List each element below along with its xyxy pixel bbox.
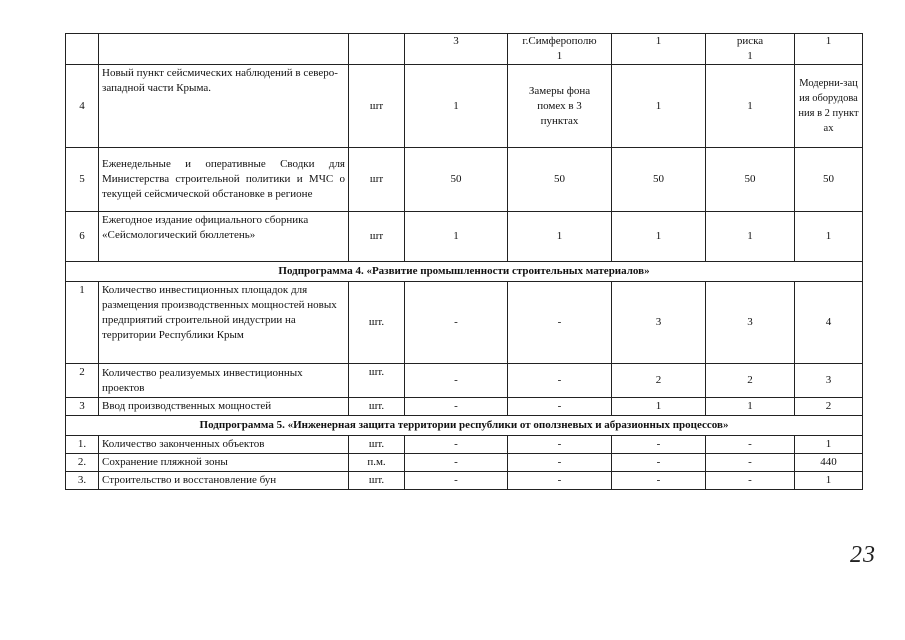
table-row: [66, 436, 863, 454]
value-cell: [508, 34, 612, 65]
unit-cell: шт.: [349, 436, 405, 454]
value-cell: 1: [405, 65, 508, 148]
value-cell: 1: [612, 34, 706, 65]
value-cell: 2: [706, 364, 795, 398]
value-cell: 1: [795, 472, 863, 490]
row-number: 5: [66, 148, 99, 212]
indicator-name: Новый пункт сейсмических наблюдений в северо-западной части Крыма.: [99, 65, 349, 148]
value-cell: -: [612, 472, 706, 490]
value-cell: 1: [612, 65, 706, 148]
value-cell: -: [508, 282, 612, 364]
value-cell: 3: [706, 282, 795, 364]
indicators-table: [65, 33, 863, 490]
value-cell: 50: [795, 148, 863, 212]
value-cell: [706, 34, 795, 65]
subprogram-header-row: [66, 416, 863, 436]
value-cell: -: [612, 454, 706, 472]
table-row: [66, 65, 863, 148]
value-cell: 50: [612, 148, 706, 212]
unit-cell: шт: [349, 212, 405, 262]
table-row: [66, 34, 863, 65]
row-number: 3.: [66, 472, 99, 490]
indicator-name: Еженедельные и оперативные Сводки для Министерства строительной политики и МЧС о текущей сейсмической обстановке в регионе: [99, 148, 349, 212]
value-cell: Замеры фона помех в 3 пунктах: [508, 65, 612, 148]
unit-cell: шт.: [349, 398, 405, 416]
value-cell: 440: [795, 454, 863, 472]
row-number: 3: [66, 398, 99, 416]
value-cell: -: [508, 398, 612, 416]
value-line: 1: [556, 50, 563, 62]
row-number: 2: [66, 364, 99, 398]
value-cell: -: [405, 364, 508, 398]
value-cell: -: [706, 454, 795, 472]
value-cell: 1: [612, 212, 706, 262]
unit-cell: [349, 34, 405, 65]
value-line: риска: [736, 35, 764, 47]
value-cell: 2: [795, 398, 863, 416]
value-cell: -: [405, 398, 508, 416]
indicator-name: Количество законченных объектов: [99, 436, 349, 454]
value-cell: -: [706, 472, 795, 490]
value-cell: -: [508, 472, 612, 490]
value-cell: -: [508, 436, 612, 454]
unit-cell: шт.: [349, 472, 405, 490]
value-cell: 1: [706, 398, 795, 416]
value-cell: 50: [706, 148, 795, 212]
unit-cell: шт.: [349, 364, 405, 398]
value-cell: 3: [612, 282, 706, 364]
subprogram-header-row: [66, 262, 863, 282]
value-cell: 1: [405, 212, 508, 262]
subprogram-title: Подпрограмма 4. «Развитие промышленности строительных материалов»: [66, 262, 863, 282]
table-row: [66, 212, 863, 262]
indicator-name: Ввод производственных мощностей: [99, 398, 349, 416]
value-cell: 1: [706, 65, 795, 148]
unit-cell: шт: [349, 148, 405, 212]
row-number: 4: [66, 65, 99, 148]
value-cell: 4: [795, 282, 863, 364]
value-line: г.Симферополю: [522, 35, 597, 47]
value-cell: 1: [795, 34, 863, 65]
indicator-name: Строительство и восстановление бун: [99, 472, 349, 490]
unit-cell: шт.: [349, 282, 405, 364]
value-cell: 50: [405, 148, 508, 212]
row-number: 1.: [66, 436, 99, 454]
value-cell: 1: [706, 212, 795, 262]
value-cell: -: [706, 436, 795, 454]
value-cell: -: [612, 436, 706, 454]
value-cell: -: [405, 454, 508, 472]
table-row: [66, 472, 863, 490]
page-number: 23: [850, 542, 876, 568]
indicator-name: Ежегодное издание официального сборника «Сейсмологический бюллетень»: [99, 212, 349, 262]
value-cell: 1: [795, 436, 863, 454]
indicator-name: Количество реализуемых инвестиционных проектов: [99, 364, 349, 398]
unit-cell: п.м.: [349, 454, 405, 472]
row-number: 1: [66, 282, 99, 364]
value-cell: -: [508, 364, 612, 398]
row-number: [66, 34, 99, 65]
value-cell: -: [405, 282, 508, 364]
value-cell: 3: [405, 34, 508, 65]
value-line: 1: [747, 50, 753, 62]
value-cell: -: [405, 436, 508, 454]
table-row: [66, 364, 863, 398]
indicator-name: Количество инвестиционных площадок для размещения производственных мощностей новых предприятий строительной индустрии на территории Республики Крым: [99, 282, 349, 364]
value-cell: -: [508, 454, 612, 472]
table-row: [66, 148, 863, 212]
value-cell: 3: [795, 364, 863, 398]
table-row: [66, 398, 863, 416]
unit-cell: шт: [349, 65, 405, 148]
value-cell: Модерни-зация оборудования в 2 пунктах: [795, 65, 863, 148]
value-cell: 1: [795, 212, 863, 262]
table-row: [66, 282, 863, 364]
value-cell: 50: [508, 148, 612, 212]
indicator-name: Сохранение пляжной зоны: [99, 454, 349, 472]
indicator-name: [99, 34, 349, 65]
value-cell: -: [405, 472, 508, 490]
row-number: 6: [66, 212, 99, 262]
table-row: [66, 454, 863, 472]
value-cell: 2: [612, 364, 706, 398]
value-cell: 1: [508, 212, 612, 262]
value-cell: 1: [612, 398, 706, 416]
subprogram-title: Подпрограмма 5. «Инженерная защита территории республики от оползневых и абразионных процессов»: [66, 416, 863, 436]
row-number: 2.: [66, 454, 99, 472]
